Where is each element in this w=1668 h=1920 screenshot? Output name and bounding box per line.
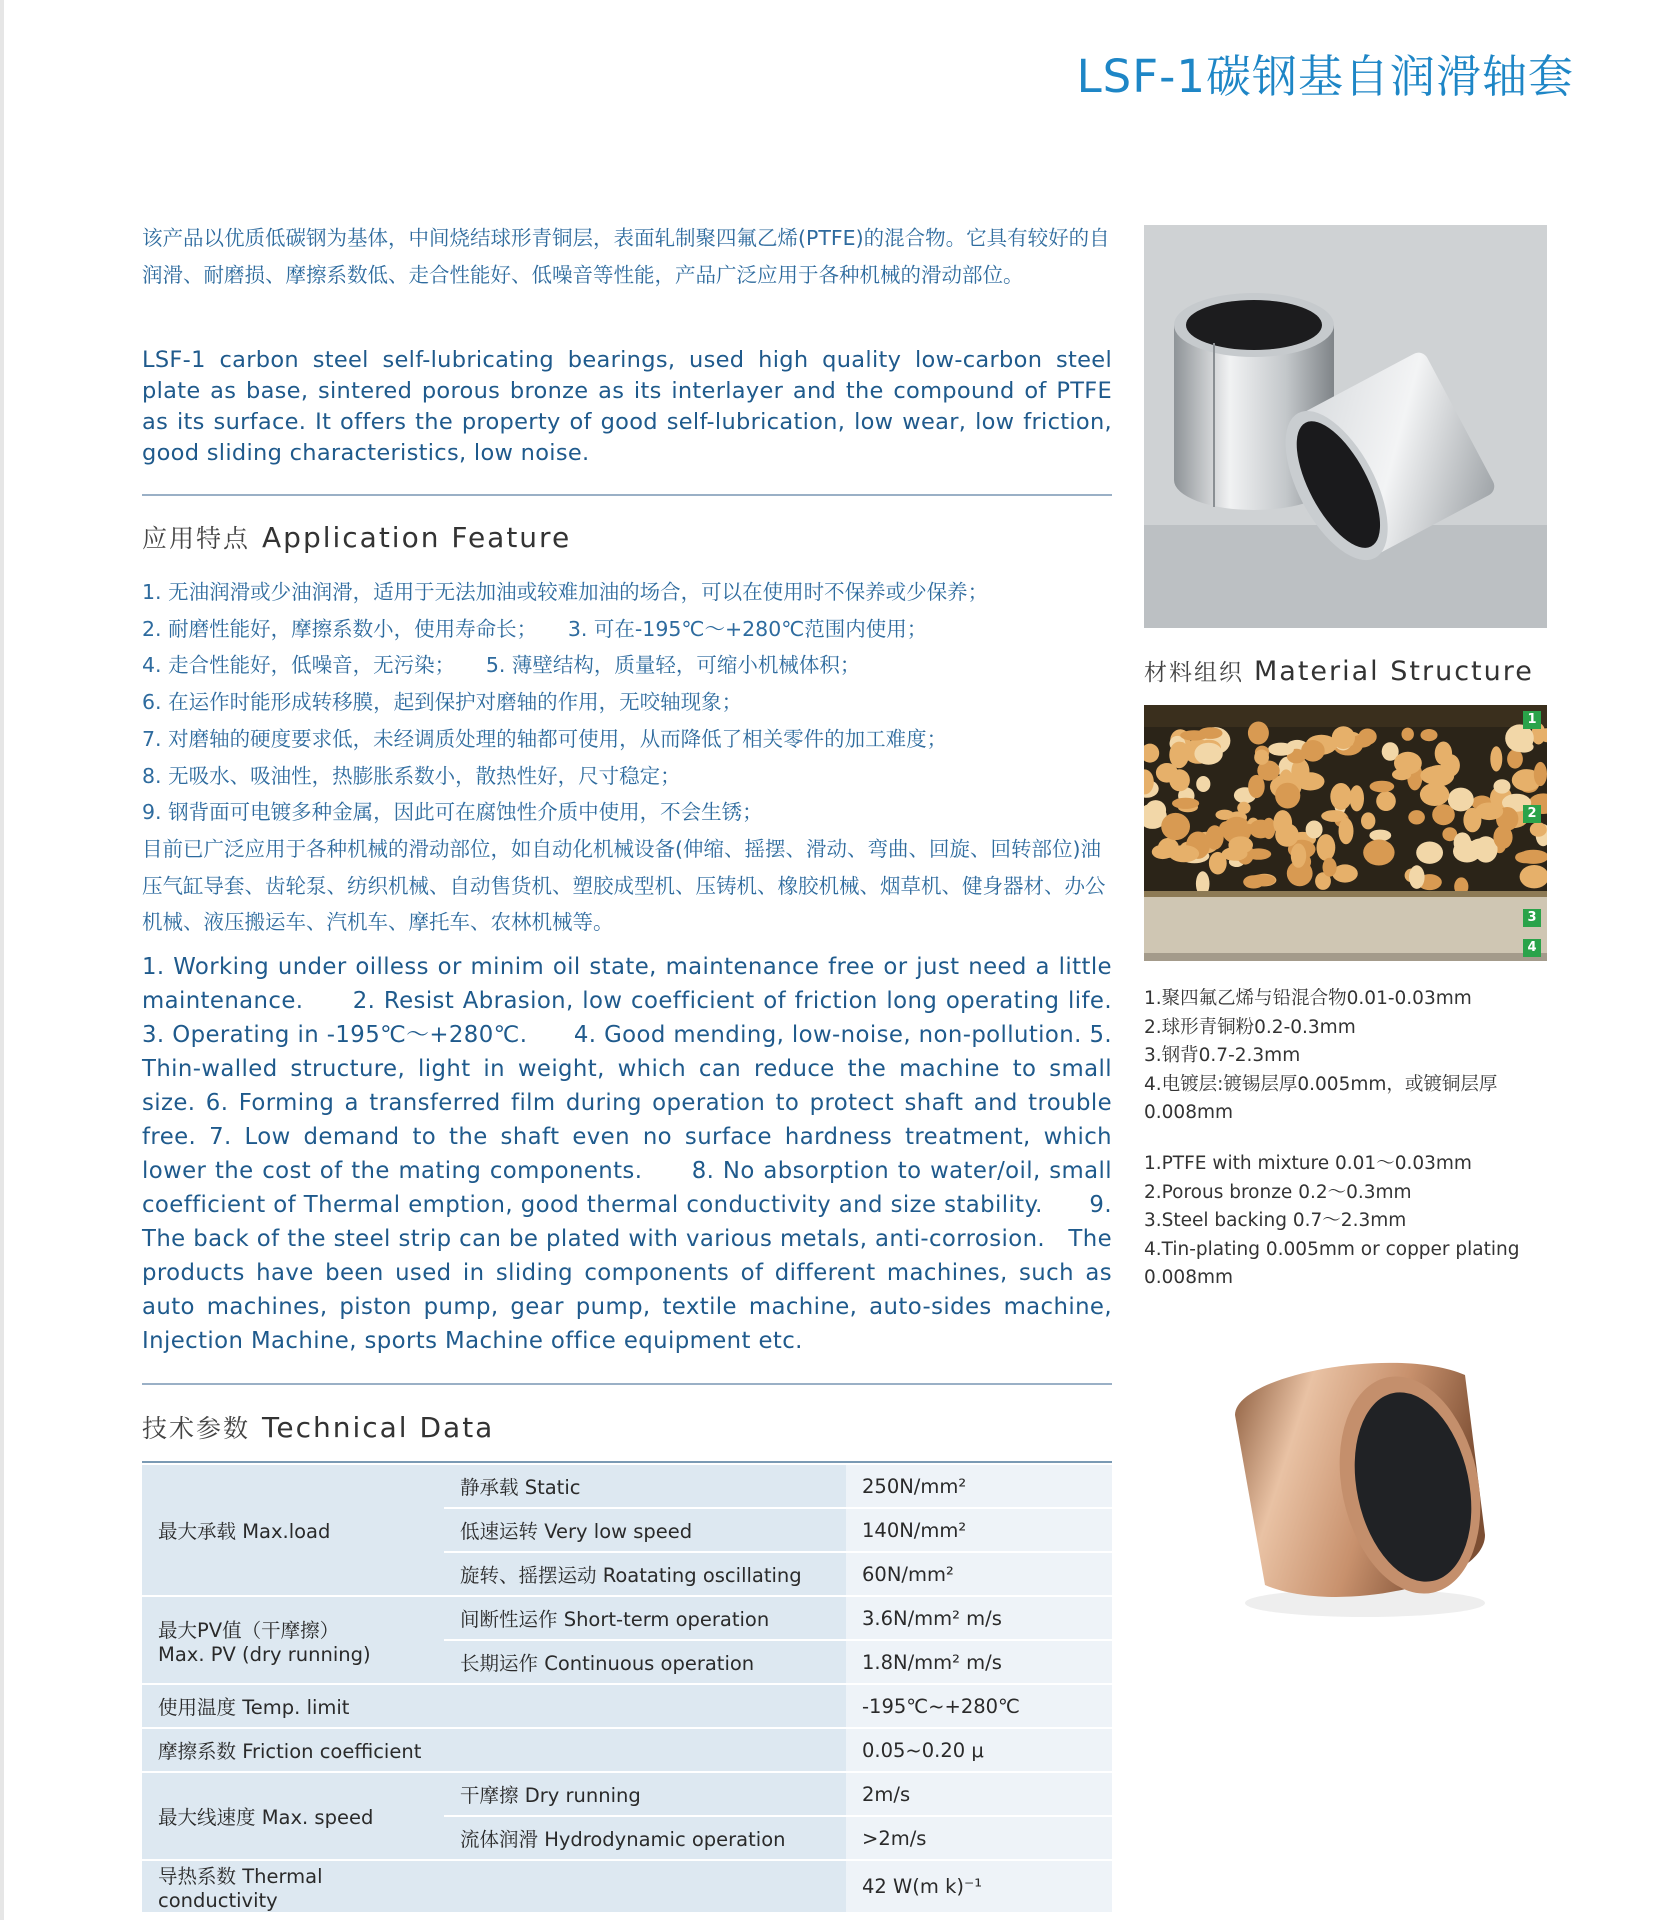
material-item: 1.聚四氟乙烯与铅混合物0.01-0.03mm: [1144, 988, 1472, 1009]
bronze-particle: [1172, 798, 1199, 809]
bronze-particle: [1219, 821, 1233, 837]
bronze-particle: [1273, 810, 1292, 836]
table-cell-sub: 干摩擦 Dry running: [444, 1772, 846, 1816]
micrograph-illustration: [1144, 705, 1547, 961]
table-cell-value: 42 W(m k)⁻¹: [846, 1860, 1112, 1912]
bronze-particle: [1507, 749, 1523, 768]
bronze-particle: [1453, 840, 1481, 862]
bronze-particle: [1534, 762, 1547, 786]
bronze-particle: [1332, 726, 1355, 749]
application-cn-paragraph: 目前已广泛应用于各种机械的滑动部位，如自动化机械设备(伸缩、摇摆、滑动、弯曲、回旋、回转部位)油压气缸导套、齿轮泵、纺织机械、自动售货机、塑胶成型机、压铸机、橡胶机械、烟草机、健身器材、办公机械、液压搬运车、汽机车、摩托车、农林机械等。: [142, 836, 1106, 935]
feature-cn-line: 2. 耐磨性能好，摩擦系数小，使用寿命长； 3. 可在-195℃～+280℃范围内使用；: [142, 616, 928, 641]
bronze-particle: [1494, 779, 1511, 793]
bronze-particle: [1402, 728, 1414, 741]
bronze-particle: [1416, 842, 1443, 864]
bronze-particle: [1361, 812, 1375, 829]
bronze-particle: [1475, 803, 1503, 821]
section-divider: [142, 494, 1112, 496]
table-row: [142, 1728, 1112, 1772]
table-cell-group: 最大线速度 Max. speed: [142, 1772, 444, 1860]
section-divider: [142, 1383, 1112, 1385]
page-title: LSF-1碳钢基自润滑轴套: [1076, 50, 1574, 103]
table-cell-group: 使用温度 Temp. limit: [142, 1684, 444, 1728]
bronze-particle: [1330, 783, 1351, 810]
feature-cn-line: 4. 走合性能好，低噪音，无污染； 5. 薄壁结构，质量轻，可缩小机械体积；: [142, 653, 861, 678]
pv-label-cn: 最大PV值（干摩擦）: [158, 1618, 340, 1642]
bronze-particle: [1254, 750, 1269, 765]
bronze-particle: [1161, 813, 1190, 840]
layer-marker: 1: [1523, 711, 1541, 729]
bronze-particle: [1240, 824, 1255, 834]
bronze-particle: [1169, 845, 1199, 862]
table-cell-value: 3.6N/mm² m/s: [846, 1596, 1112, 1640]
material-item: 1.PTFE with mixture 0.01～0.03mm: [1144, 1153, 1472, 1174]
bronze-particle: [1228, 836, 1253, 853]
material-structure-micrograph: [1144, 705, 1547, 961]
table-cell-value: 0.05~0.20 μ: [846, 1728, 1112, 1772]
bronze-particle: [1448, 788, 1474, 812]
bronze-particle: [1370, 781, 1395, 793]
material-item: 4.电镀层:镀锡层厚0.005mm，或镀铜层厚0.008mm: [1144, 1073, 1498, 1123]
bronze-particle: [1196, 776, 1210, 792]
bronze-particle: [1363, 840, 1394, 866]
table-cell-sub: 旋转、摇摆运动 Roatating oscillating: [444, 1552, 846, 1596]
application-heading-cn: 应用特点: [142, 524, 251, 553]
bronze-particle: [1156, 763, 1178, 783]
page-left-edge: [0, 0, 4, 1920]
material-heading-cn: 材料组织: [1144, 660, 1244, 686]
table-row: [142, 1464, 1112, 1508]
bronze-particle: [1243, 875, 1264, 888]
table-cell-sub: [444, 1860, 846, 1912]
feature-cn-line: 9. 钢背面可电镀多种金属，因此可在腐蚀性介质中使用，不会生锈；: [142, 800, 763, 825]
material-heading: [1144, 654, 1534, 687]
intro-en-paragraph: LSF-1 carbon steel self-lubricating bearings, used high quality low-carbon steel plate as base, sintered porous bronze as its interlayer and the compound of PTFE as its surface. It offers the property of good self-lubrication, low wear, low friction, good sliding characteristics, low noise.: [142, 347, 1112, 466]
bronze-particle: [1323, 858, 1337, 877]
technical-heading-en: Technical Data: [262, 1411, 495, 1444]
table-cell-group: 摩擦系数 Friction coefficient: [142, 1728, 444, 1772]
material-en-list: [1144, 1150, 1554, 1293]
bronze-particle: [1145, 800, 1166, 820]
steel-bushing-photo: [1144, 225, 1547, 628]
copper-bushing-illustration: [1215, 1335, 1515, 1635]
table-cell-sub: 流体润滑 Hydrodynamic operation: [444, 1816, 846, 1860]
bronze-particle: [1306, 821, 1323, 839]
bronze-particle: [1317, 834, 1336, 861]
material-item: 3.钢背0.7-2.3mm: [1144, 1045, 1301, 1066]
table-cell-sub: 长期运作 Continuous operation: [444, 1640, 846, 1684]
layer-marker: 2: [1523, 805, 1541, 823]
table-row: [142, 1772, 1112, 1816]
bronze-particle: [1237, 802, 1250, 814]
feature-cn-line: 8. 无吸水、吸油性，热膨胀系数小，散热性好，尺寸稳定；: [142, 763, 681, 788]
technical-heading-cn: 技术参数: [142, 1414, 251, 1443]
bronze-particle: [1301, 740, 1325, 762]
copper-bushing-photo: [1215, 1335, 1515, 1635]
feature-cn-line: 1. 无油润滑或少油润滑，适用于无法加油或较难加油的场合，可以在使用时不保养或少保养；: [142, 580, 989, 604]
table-cell-value: 1.8N/mm² m/s: [846, 1640, 1112, 1684]
table-row: [142, 1860, 1112, 1912]
application-en-paragraph: 1. Working under oilless or minim oil state, maintenance free or just need a little maintenance. 2. Resist Abrasion, low coefficient of friction long operating life. 3. Operating in -195℃～+280℃. 4. Good mending, low-noise, non-pollution. 5. Thin-walled structure, light in weight, which can reduce the machine to small size. 6. Forming a transferred film during operation to protect shaft and trouble free. 7. Low demand to the shaft even no surface hardness treatment, which lower the cost of the mating components. 8. No absorption to water/oil, small coefficient of Thermal emption, good thermal conductivity and size stability. 9. The back of the steel strip can be plated with various metals, anti-corrosion. The products have been used in sliding components of different machines, such as auto machines, piston pump, gear pump, textile machine, auto-sides machine, Injection Machine, sports Machine office equipment etc.: [142, 954, 1112, 1354]
application-cn-list: [142, 574, 1112, 941]
bronze-particle: [1152, 845, 1174, 859]
table-cell-sub: 间断性运作 Short-term operation: [444, 1596, 846, 1640]
bronze-particle: [1421, 729, 1438, 741]
table-cell-group: 最大承载 Max.load: [142, 1464, 444, 1596]
application-heading: [142, 519, 571, 555]
bronze-particle: [1268, 743, 1294, 756]
table-cell-sub: 静承载 Static: [444, 1464, 846, 1508]
feature-cn-line: 6. 在运作时能形成转移膜，起到保护对磨轴的作用，无咬轴现象；: [142, 690, 743, 715]
bronze-particle: [1408, 810, 1425, 824]
technical-heading: [142, 1409, 494, 1445]
material-item: 2.Porous bronze 0.2～0.3mm: [1144, 1181, 1412, 1203]
material-item: 2.球形青铜粉0.2-0.3mm: [1144, 1016, 1356, 1038]
bronze-particle: [1350, 785, 1364, 811]
technical-data-table: [142, 1463, 1112, 1912]
bronze-particle: [1420, 766, 1452, 785]
table-cell-group: [142, 1596, 444, 1684]
table-row: [142, 1596, 1112, 1640]
table-cell-sub: 低速运转 Very low speed: [444, 1508, 846, 1552]
bronze-particle: [1291, 843, 1306, 867]
feature-cn-line: 7. 对磨轴的硬度要求低，未经调质处理的轴都可使用，从而降低了相关零件的加工难度；: [142, 726, 948, 751]
bronze-particle: [1275, 783, 1300, 809]
pv-label-en: Max. PV (dry running): [158, 1642, 371, 1666]
bronze-particle: [1321, 810, 1347, 822]
bronze-particle: [1409, 865, 1425, 889]
material-item: 3.Steel backing 0.7～2.3mm: [1144, 1210, 1407, 1231]
material-item: 4.Tin-plating 0.005mm or copper plating 0.008mm: [1144, 1238, 1520, 1288]
bronze-particle: [1248, 722, 1269, 745]
material-heading-en: Material Structure: [1254, 656, 1534, 687]
layer-marker: 4: [1523, 939, 1541, 957]
table-cell-value: >2m/s: [846, 1816, 1112, 1860]
table-cell-sub: [444, 1684, 846, 1728]
material-cn-list: [1144, 985, 1554, 1128]
bronze-particle: [1420, 783, 1449, 806]
bronze-particle: [1530, 822, 1547, 836]
table-cell-value: 250N/mm²: [846, 1464, 1112, 1508]
application-heading-en: Application Feature: [262, 521, 572, 554]
bronze-particle: [1180, 730, 1208, 740]
layer-marker: 3: [1523, 909, 1541, 927]
table-cell-value: 60N/mm²: [846, 1552, 1112, 1596]
table-cell-group: 导热系数 Thermal conductivity: [142, 1860, 444, 1912]
bronze-particle: [1490, 746, 1502, 771]
bronze-particle: [1394, 752, 1422, 775]
table-row: [142, 1684, 1112, 1728]
table-cell-value: 2m/s: [846, 1772, 1112, 1816]
bronze-particle: [1194, 743, 1222, 765]
bronze-particle: [1339, 818, 1354, 844]
table-cell-value: -195℃~+280℃: [846, 1684, 1112, 1728]
intro-cn-paragraph: 该产品以优质低碳钢为基体，中间烧结球形青铜层，表面轧制聚四氟乙烯(PTFE)的混合物。它具有较好的自润滑、耐磨损、摩擦系数低、走合性能好、低噪音等性能，产品广泛应用于各种机械的滑动部位。: [142, 226, 1110, 287]
table-cell-value: 140N/mm²: [846, 1508, 1112, 1552]
table-cell-sub: [444, 1728, 846, 1772]
bronze-particle: [1209, 852, 1227, 875]
steel-bushing-illustration: [1144, 225, 1547, 628]
bronze-particle: [1376, 791, 1396, 811]
bronze-particle: [1369, 830, 1391, 842]
